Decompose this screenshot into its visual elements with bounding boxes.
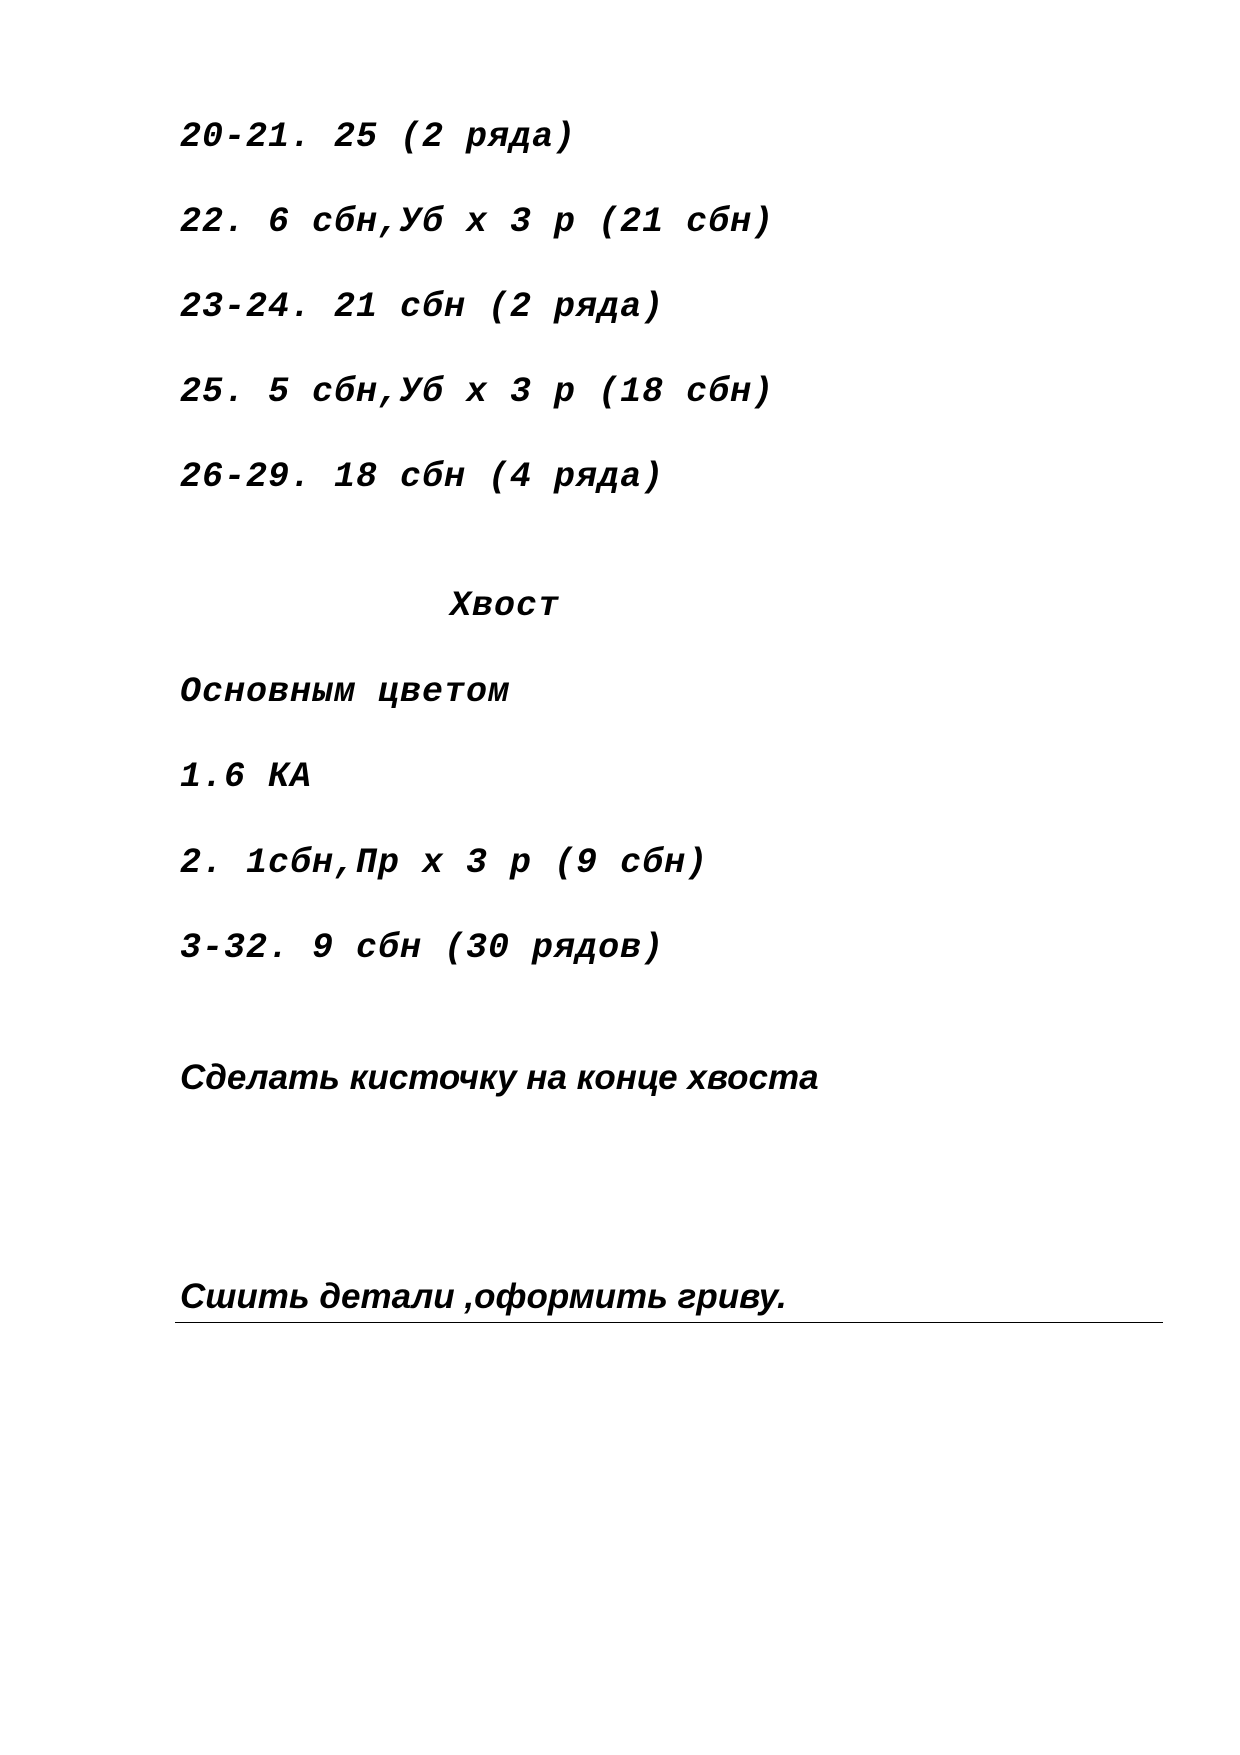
instruction-tassel: Сделать кисточку на конце хвоста bbox=[180, 1058, 819, 1097]
pattern-row: 25. 5 сбн,Уб х 3 р (18 сбн) bbox=[180, 372, 775, 412]
pattern-row: 26-29. 18 сбн (4 ряда) bbox=[180, 457, 665, 497]
underline-divider bbox=[175, 1322, 1163, 1323]
pattern-row: 22. 6 сбн,Уб х 3 р (21 сбн) bbox=[180, 202, 775, 242]
pattern-row: 2. 1сбн,Пр х 3 р (9 сбн) bbox=[180, 843, 709, 883]
section-intro: Основным цветом bbox=[180, 672, 511, 712]
pattern-row: 3-32. 9 сбн (30 рядов) bbox=[180, 928, 665, 968]
section-title-tail: Хвост bbox=[450, 586, 561, 626]
pattern-row: 1.6 КА bbox=[180, 757, 313, 797]
instruction-assembly: Сшить детали ,оформить гриву. bbox=[180, 1277, 787, 1316]
pattern-row: 20-21. 25 (2 ряда) bbox=[180, 117, 577, 157]
pattern-row: 23-24. 21 сбн (2 ряда) bbox=[180, 287, 665, 327]
